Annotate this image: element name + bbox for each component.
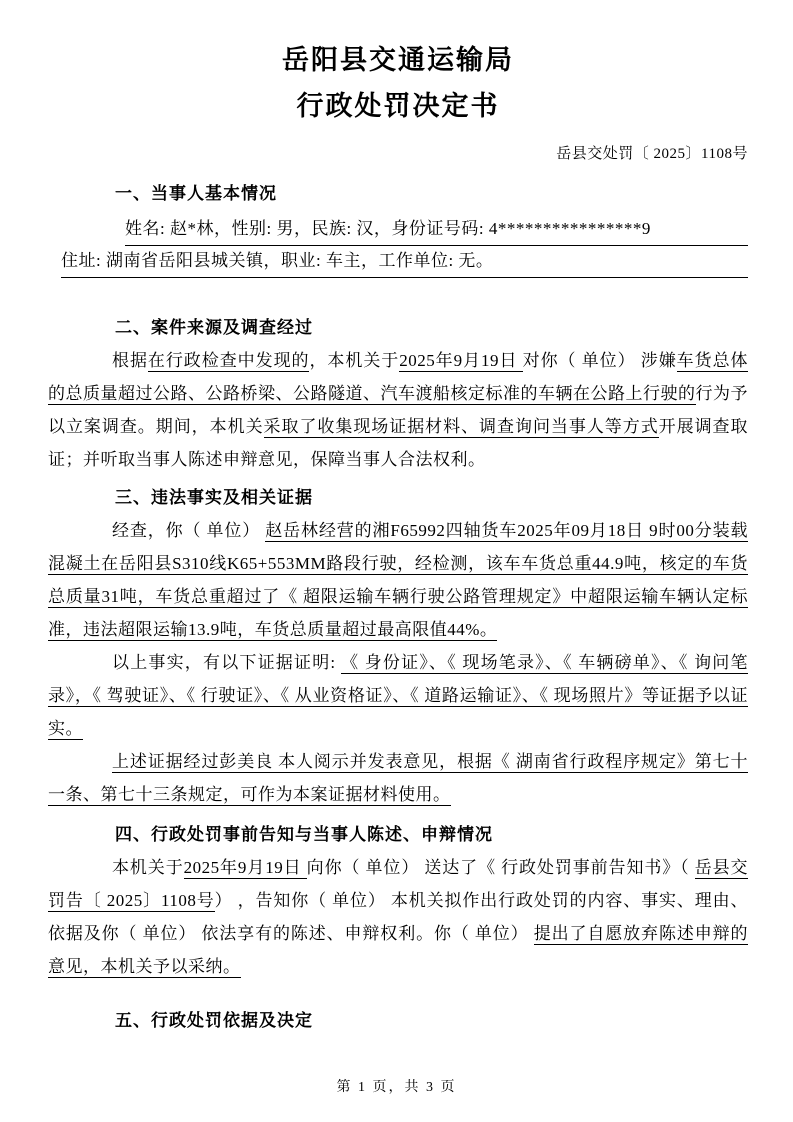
- section: [48, 1009, 748, 1033]
- filled-blank: 在行政检查中发现的: [147, 351, 310, 370]
- paragraph: [48, 745, 748, 811]
- section: [48, 182, 748, 278]
- section: [48, 823, 748, 983]
- text-segment: 根据: [112, 351, 148, 370]
- document-title-line1: 岳阳县交通运输局: [282, 45, 514, 75]
- text-segment: 开展调查取证；并听取当事人陈述申辩意见，保障当事人合法权利。: [48, 417, 749, 469]
- section-heading: 三、违法事实及相关证据: [115, 488, 313, 507]
- text-segment: 向你（ 单位） 送达了《 行政处罚事前告知书》（: [306, 858, 695, 877]
- form-row: [61, 246, 748, 278]
- document-title-line2: 行政处罚决定书: [296, 91, 500, 121]
- section-heading: 五、行政处罚依据及决定: [115, 1011, 313, 1030]
- section-heading: 二、案件来源及调查经过: [115, 318, 313, 337]
- filled-blank: 采取了收集现场证据材料、调查询问当事人等方式: [263, 417, 659, 436]
- page-footer: 第 1 页，共 3 页: [336, 1080, 457, 1095]
- paragraph: [48, 851, 748, 983]
- filled-blank: 《 身份证》、《 现场笔录》、《 车辆磅单》、《 询问笔录》，《 驾驶证》、《 行驶证》、《 从业资格证》、《 道路运输证》、《 现场照片》等证据予以证实。: [48, 653, 748, 738]
- filled-blank: 上述证据经过彭美良 本人阅示并发表意见，根据《 湖南省行政程序规定》第七十一条、第七十三条规定，可作为本案证据材料使用。: [48, 752, 748, 804]
- basic-info-rows: [61, 214, 748, 278]
- text-segment: 对你（ 单位） 涉嫌: [522, 351, 677, 370]
- form-row: [125, 214, 748, 246]
- filled-blank: 车货总体的总质量超过公路、公路桥梁、公路隧道、汽车渡船核定标准的车辆在公路上行驶的: [48, 351, 749, 403]
- section: [48, 316, 748, 476]
- text-segment: 行为予以立案调查。期间，本机关: [48, 384, 748, 436]
- text-segment: 经查，你（ 单位）: [112, 521, 266, 540]
- filled-blank: 岳县交罚告〔 2025〕1108号: [48, 858, 749, 910]
- section: [48, 486, 748, 811]
- document-sections: [48, 182, 748, 1033]
- filled-blank: 2025年9月19日: [399, 351, 523, 370]
- text-segment: 本机关于: [112, 858, 184, 877]
- text-segment: 以上事实，有以下证据证明:: [112, 653, 342, 672]
- document-number: 岳县交处罚〔 2025〕1108号: [556, 146, 748, 162]
- paragraph: [48, 646, 748, 745]
- paragraph: [48, 514, 748, 646]
- paragraph: [48, 344, 748, 476]
- filled-blank: 赵岳林经营的湘F65992四轴货车2025年09月18日 9时00分装载混凝土在岳阳县S310线K65+553MM路段行驶，经检测，该车车货总重44.9吨，核定的车货总质量31吨，车货总重超过了《 超限运输车辆行驶公路管理规定》中超限运输车辆认定标准，违法超限运输13.9吨，车货总质量超过最高限值44%。: [48, 521, 748, 639]
- section-heading: 四、行政处罚事前告知与当事人陈述、申辩情况: [115, 825, 493, 844]
- section-heading: 一、当事人基本情况: [115, 184, 277, 203]
- filled-blank: 住址: 湖南省岳阳县城关镇，职业: 车主，工作单位: 无。: [61, 251, 494, 270]
- filled-blank: 提出了自愿放弃陈述申辩的意见，本机关予以采纳。: [48, 924, 749, 976]
- text-segment: ） ，告知你（ 单位） 本机关拟作出行政处罚的内容、事实、理由、依据及你（ 单位） 依法享有的陈述、申辩权利。你（ 单位）: [48, 891, 748, 943]
- text-segment: ，本机关于: [309, 351, 400, 370]
- filled-blank: 姓名: 赵*林，性别: 男，民族: 汉，身份证号码: 4****************9: [125, 219, 651, 238]
- filled-blank: 2025年9月19日: [183, 858, 307, 877]
